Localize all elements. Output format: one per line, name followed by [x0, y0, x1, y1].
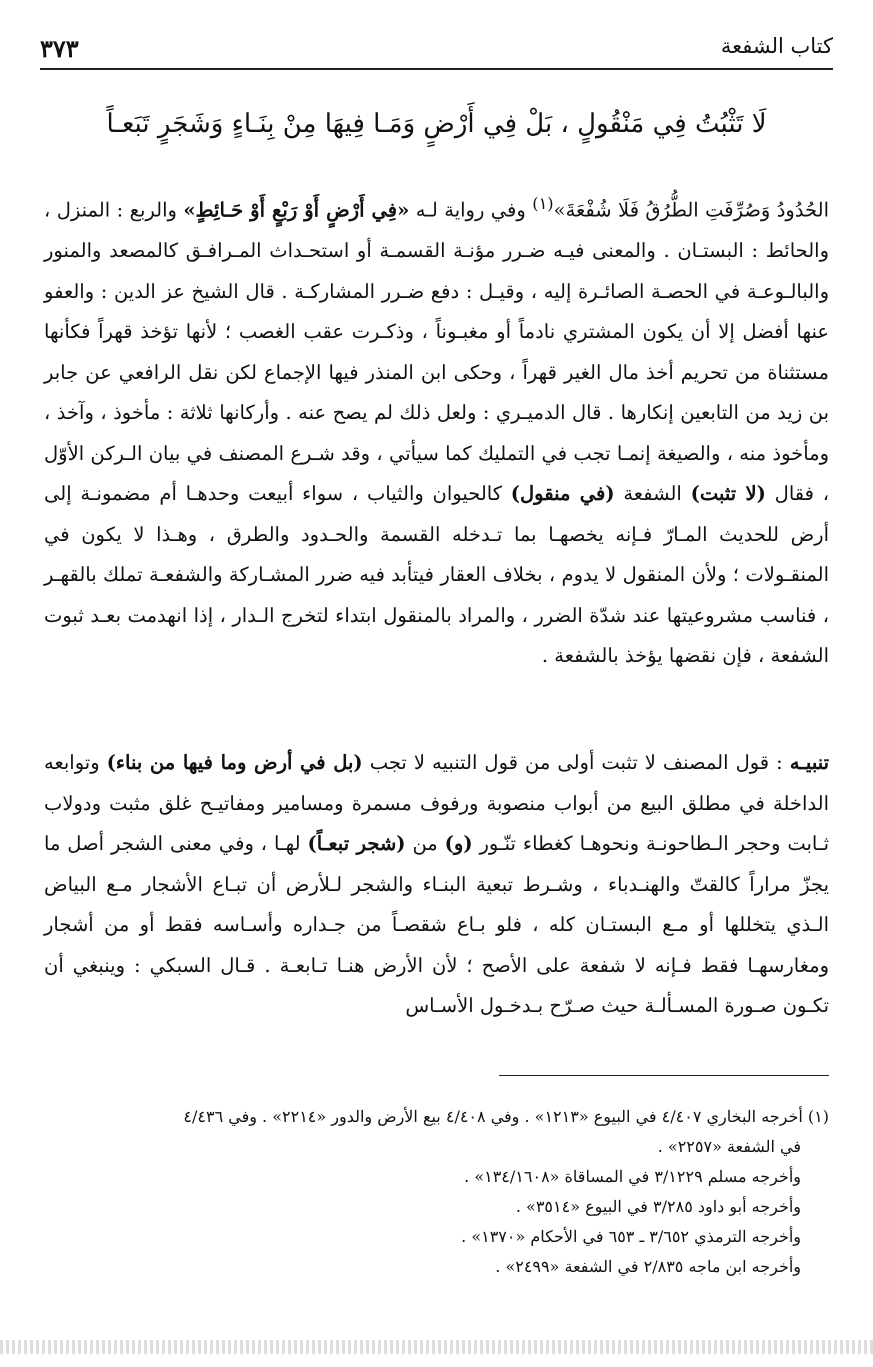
footnote-rule [499, 1075, 829, 1076]
tanbih-label: تنبيـه [789, 751, 830, 774]
header-rule [40, 68, 833, 70]
footnote-line: وأخرجه أبو داود ٣/٢٨٥ في البيوع «٣٥١٤» . [515, 1197, 801, 1216]
matn-quote: (في منقول) [510, 482, 615, 505]
footnote-line: في الشفعة «٢٢٥٧» . [657, 1137, 801, 1156]
page-number: ٣٧٣ [40, 34, 79, 63]
matn-quote: (شجر تبعـاً) [307, 832, 406, 855]
riwaya-quote: «فِي أَرْضٍ أَوْ رَبْعٍ أَوْ حَـائِطٍ» [183, 198, 410, 222]
commentary-paragraph-1 [44, 184, 829, 677]
commentary-paragraph-2 [44, 743, 829, 1027]
footnotes [44, 1102, 829, 1282]
hadith-end: الحُدُودُ وَصُرِّفَتِ الطُّرُقُ فَلَا شُفْعَةَ» [553, 198, 830, 222]
text-segment: وتوابعه الداخلة في مطلق البيع من أبواب منصوبة ورفوف مسمرة ومسامير ومفاتيـح غلق مثبت ودولاب ثـابت وحجر الـطاحونـة ونحوهـا كغطاء تنّـور [44, 751, 830, 855]
text-segment: لهـا ، وفي معنى الشجر أصل ما يجزّ مراراً كالقتّ والهنـدباء ، وشـرط تبعية البنـاء والشجر لـلأرض أن تبـاع الأشجار مـع البياض الـذي يتخللها أو مـع البستـان كله ، فلو بـاع شقصـاً من جـداره وأسـاسه فقط أو من أشجار ومغارسهـا فقط فـإنه لا شفعة على الأصح ؛ لأن الأرض هنـا تـابعـة . قـال السبكي : وينبغي أن تكـون صـورة المسـألـة حيث صـرّح بـدخـول الأسـاس [44, 832, 829, 1017]
matn-quote: (بل في أرض وما فيها من بناء) [106, 751, 363, 774]
footnote-line: وأخرجه مسلم ٣/١٢٢٩ في المساقاة «١٣٤/١٦٠٨» . [464, 1167, 801, 1186]
page-header [40, 34, 833, 68]
text-segment: كالحيوان والثياب ، سواء أبيعت وحدهـا أم مضمونـة إلى أرض للحديث المـارّ فـإنه يخصهـا بما تـدخله القسمة والحـدود والطرق ، وهـذا لا يكون في المنقـولات ؛ ولأن المنقول لا يدوم ، بخلاف العقار فيتأبد فيه ضرر المشـاركة والشفعـة تملك بالقهـر ، فناسب مشروعيتها عند شدّة الضرر ، والمراد بالمنقول ابتداء لتخرج الـدار ، إذا انهدمت بعـد ثبوت الشفعة ، فإن نقضها يؤخذ بالشفعة . [44, 482, 829, 667]
footnote-line: وأخرجه ابن ماجه ٢/٨٣٥ في الشفعة «٢٤٩٩» . [495, 1257, 801, 1276]
footnote-line: (١) أخرجه البخاري ٤/٤٠٧ في البيوع «١٢١٣» . وفي ٤/٤٠٨ بيع الأرض والدور «٢٢١٤» . وفي ٤/٤٣٦ [183, 1107, 829, 1126]
footnote-marker: (١) [532, 194, 554, 213]
text-segment: من [405, 832, 445, 855]
matn-quote: (لا تثبت) [690, 482, 766, 505]
matn-text: لَا تَثْبُتُ فِي مَنْقُولٍ ، بَلْ فِي أَرْضٍ وَمَـا فِيهَا مِنْ بِنَـاءٍ وَشَجَرٍ تَبَعـاً [106, 109, 767, 139]
text-segment: والربع : المنزل ، والحائط : البستـان . والمعنى فيـه ضـرر مؤنـة القسمـة أو استحـداث المـرافـق كالمصعد والمنور والبالـوعـة في الحصـة الصائـرة إليه ، وقيـل : دفع ضـرر المشاركـة . قال الشيخ عز الدين : والعفو عنها أفضل إلا أن يكون المشتري نادماً أو مغبـوناً ، وذكـرت عقب الغصب ؛ لأنها تؤخذ قهراً فكأنها مستثناة من تحريم أخذ مال الغير قهراً ، وحكى ابن المنذر فيها الإجماع لكن نقل الرافعي عن جابر بن زيد من التابعين إنكارها . قال الدميـري : ولعل ذلك لم يصح عنه . وأركانها ثلاثة : مأخوذ ، وآخذ ، ومأخوذ منه ، والصيغة إنمـا تجب في التمليك كما سيأتي ، وقد شـرع المصنف في بيان الـركن الأوّل ، فقال [44, 198, 829, 505]
running-title: كتاب الشفعة [720, 34, 833, 58]
matn-quote: (و) [444, 832, 473, 855]
text-segment: وفي رواية لـه [409, 198, 533, 222]
text-segment: الشفعة [614, 482, 691, 505]
footnote-line: وأخرجه الترمذي ٣/٦٥٢ ـ ٦٥٣ في الأحكام «١٣٧٠» . [461, 1227, 801, 1246]
decorative-border [0, 1340, 873, 1354]
text-segment: : قول المصنف لا تثبت أولى من قول التنبيه لا تجب [362, 751, 790, 774]
